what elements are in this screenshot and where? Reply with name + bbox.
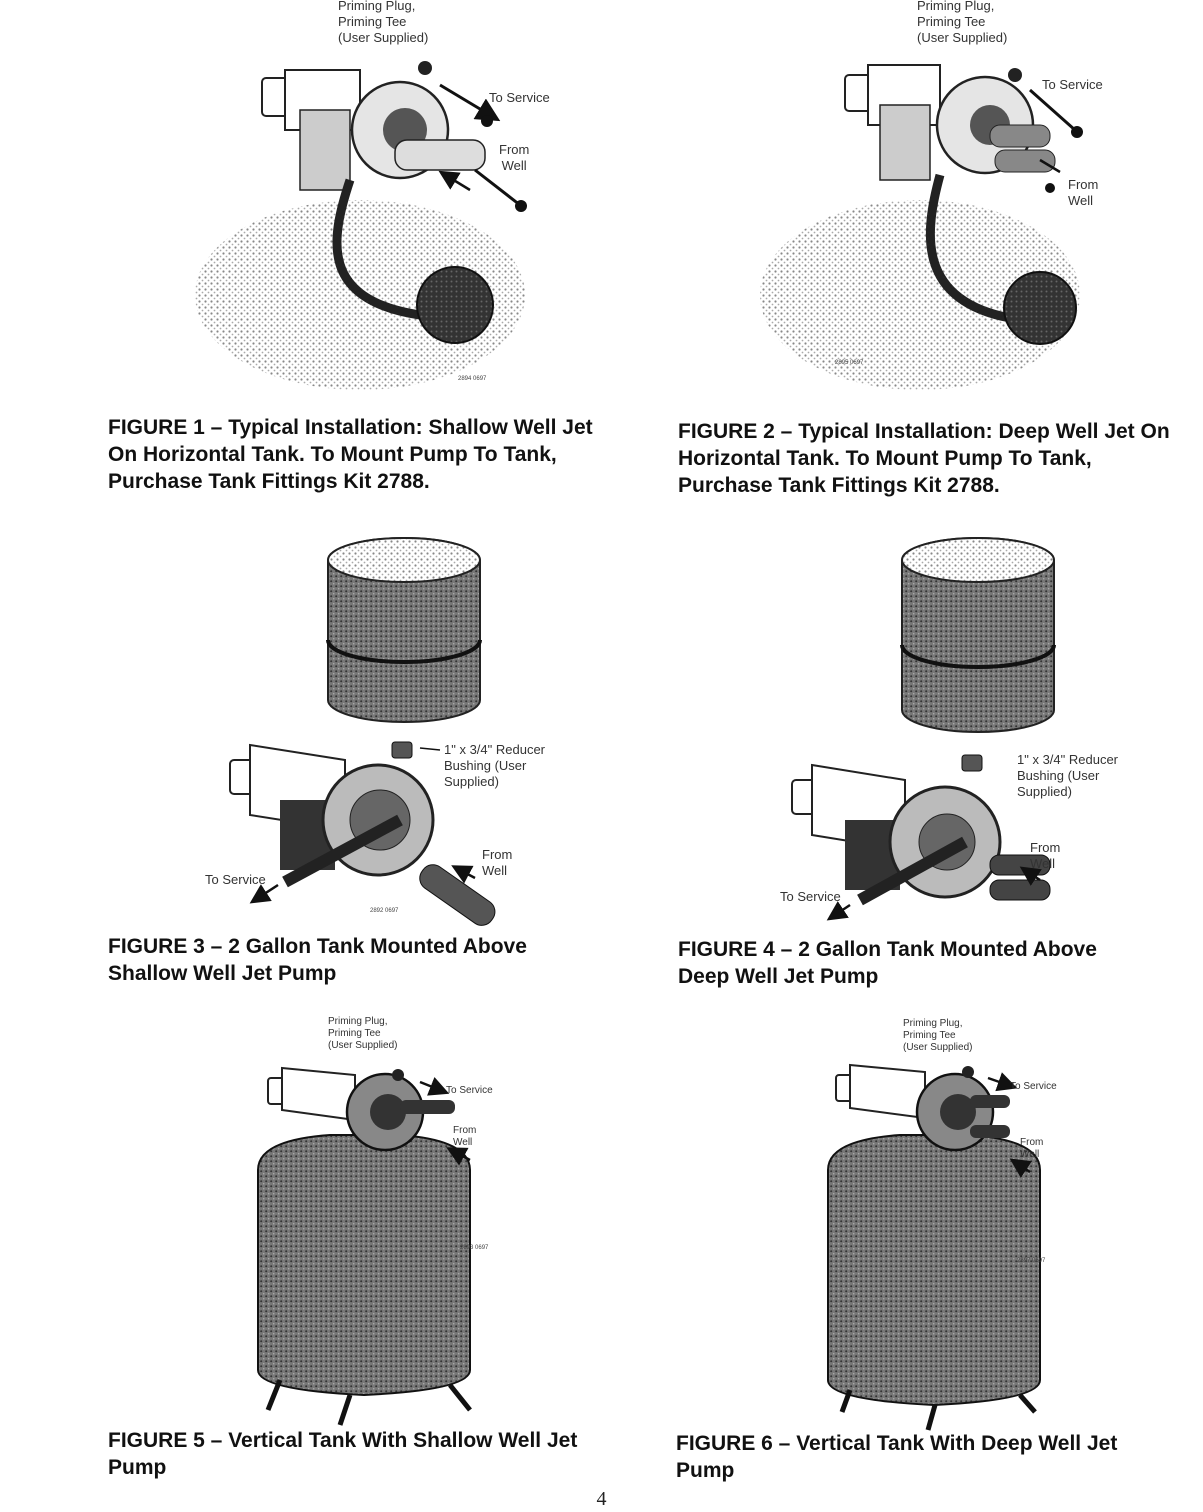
figure-2-caption: FIGURE 2 – Typical Installation: Deep Well Jet On Horizontal Tank. To Mount Pump To Tank, Purchase Tank Fittings Kit 2788. (678, 420, 1170, 497)
figure-4-caption: FIGURE 4 – 2 Gallon Tank Mounted Above Deep Well Jet Pump (678, 938, 1097, 988)
fig2-priming-label: Priming Plug, Priming Tee (User Supplied) (917, 0, 1008, 45)
fig2-code: 2895 0697 (835, 360, 864, 366)
fig5-priming-label: Priming Plug, Priming Tee (User Supplied) (328, 1016, 398, 1051)
figure-4-illustration (792, 538, 1054, 915)
fig4-service-label: To Service (780, 889, 841, 904)
figure-3-illustration (230, 538, 500, 930)
fig5-well-label: From Well (453, 1125, 477, 1148)
figure-6-illustration (828, 1065, 1040, 1430)
fig2-well-label: From Well (1068, 177, 1099, 208)
page-number: 4 (596, 1488, 607, 1510)
figure-6-caption: FIGURE 6 – Vertical Tank With Deep Well Jet Pump (676, 1432, 1118, 1482)
fig5-service-label: To Service (446, 1085, 493, 1096)
fig1-code: 2894 0697 (458, 376, 487, 382)
fig3-service-label: To Service (205, 872, 266, 887)
figure-5-caption: FIGURE 5 – Vertical Tank With Shallow Well Jet Pump (108, 1429, 578, 1479)
fig3-well-label: From Well (482, 847, 513, 878)
fig6-priming-label: Priming Plug, Priming Tee (User Supplied) (903, 1018, 973, 1053)
figure-1-illustration (195, 61, 530, 390)
fig6-code: 2897 0697 (1017, 1258, 1046, 1264)
fig1-service-label: To Service (489, 90, 550, 105)
figure-2-illustration (760, 65, 1083, 390)
fig2-service-label: To Service (1042, 77, 1103, 92)
fig5-code: 2893 0697 (460, 1245, 489, 1251)
fig4-reducer-label: 1" x 3/4" Reducer Bushing (User Supplied) (1017, 752, 1119, 799)
fig1-priming-label: Priming Plug, Priming Tee (User Supplied) (338, 0, 429, 45)
fig4-well-label: From Well (1030, 840, 1061, 871)
fig6-well-label: From Well (1020, 1137, 1044, 1160)
figure-3-caption: FIGURE 3 – 2 Gallon Tank Mounted Above Shallow Well Jet Pump (108, 935, 527, 985)
fig3-code: 2892 0697 (370, 908, 399, 914)
figure-1-caption: FIGURE 1 – Typical Installation: Shallow Well Jet On Horizontal Tank. To Mount Pump To Tank, Purchase Tank Fittings Kit 2788. (108, 416, 593, 493)
fig3-reducer-label: 1" x 3/4" Reducer Bushing (User Supplied) (444, 742, 546, 789)
fig6-service-label: To Service (1010, 1081, 1057, 1092)
figure-5-illustration (258, 1068, 470, 1425)
fig1-well-label: From Well (499, 142, 530, 173)
